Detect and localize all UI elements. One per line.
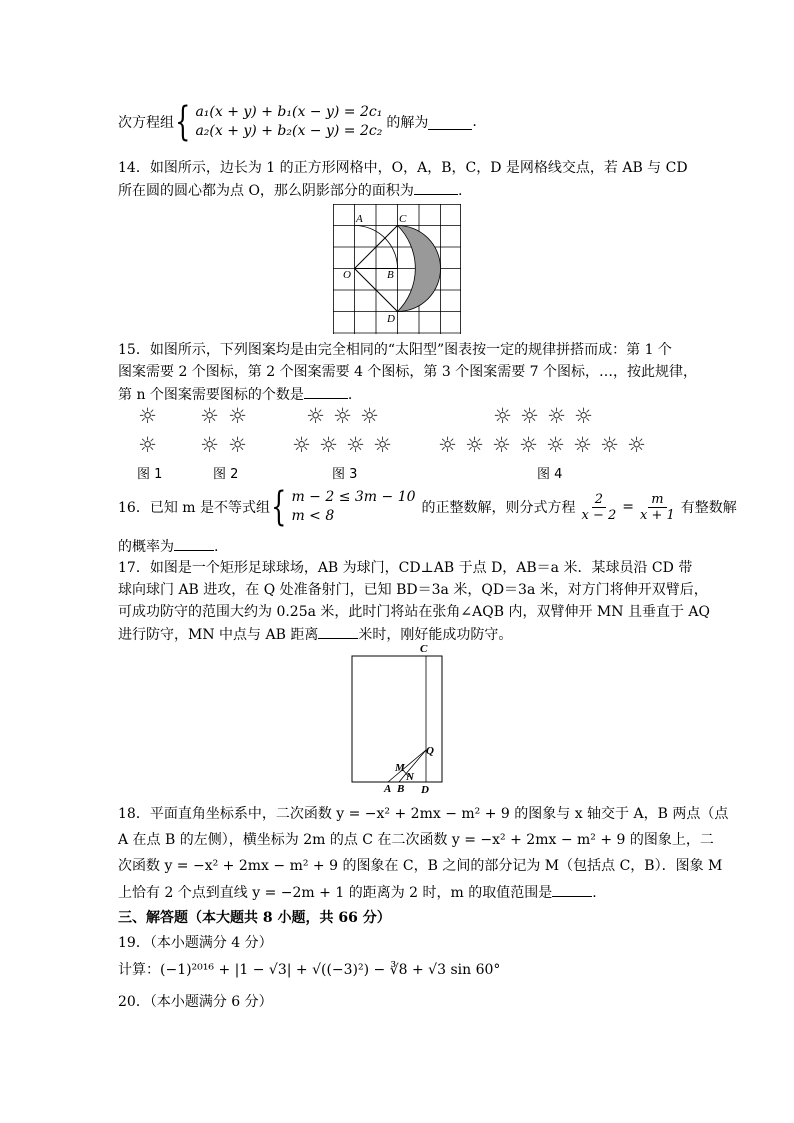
- q19-calc: 计算：(−1)²⁰¹⁶ + |1 − √3| + √((−3)²) − ∛8 + √3 sin 60°: [118, 962, 501, 978]
- q13-end: .: [472, 114, 477, 130]
- sun-icon: ☼: [574, 404, 593, 428]
- brace-icon: {: [175, 99, 191, 145]
- q16-answer-blank: [174, 536, 214, 551]
- q14-line2: [118, 180, 462, 201]
- q15-answer-blank: [304, 384, 348, 399]
- q20-title: 20．（本小题满分 6 分）: [118, 994, 273, 1010]
- sun-icon: ☼: [546, 433, 565, 457]
- q16-frac1: [579, 492, 620, 523]
- q18-line3: 次函数 y = −x² + 2mx − m² + 9 的图象在 C，B 之间的部分记为 M（包括点 C，B）．图象 M: [118, 858, 723, 874]
- label-q: Q: [426, 745, 434, 757]
- sun-icon: ☼: [360, 404, 379, 428]
- sun-icon: ☼: [200, 433, 219, 457]
- sun-icon: ☼: [292, 433, 311, 457]
- frac2-denominator: x + 1: [640, 507, 675, 523]
- q14-line2-text: 所在圆的圆心都为点 O，那么阴影部分的面积为: [118, 183, 414, 199]
- q16-tail: 有整数解: [680, 500, 737, 516]
- label-o: O: [343, 269, 351, 281]
- q18-line4-text: 上恰有 2 个点到直线 y = −2m + 1 的距离为 2 时，m 的取值范围是: [118, 885, 553, 901]
- q16-eq: =: [622, 499, 635, 515]
- fig-label-2: 图 2: [213, 467, 239, 482]
- q17-line1: 17．如图是一个矩形足球球场，AB 为球门，CD⊥AB 于点 D，AB＝a 米．某球员沿 CD 带: [118, 560, 693, 576]
- label-d: D: [387, 313, 395, 325]
- q13-tail: 的解为: [386, 115, 429, 131]
- q13-eq1: a₁(x + y) + b₁(x − y) = 2c₁: [195, 104, 383, 120]
- q18-line4-end: .: [592, 885, 597, 901]
- q15-line3-text: 第 n 个图案需要图标的个数是: [118, 387, 304, 403]
- q17-field-figure: [346, 644, 446, 794]
- label-c: C: [420, 644, 428, 655]
- frac1-denominator: x − 2: [581, 507, 617, 523]
- label-m: M: [395, 762, 405, 774]
- sun-icon: ☼: [228, 404, 247, 428]
- q13-answer-blank: [428, 115, 472, 130]
- label-a: A: [384, 783, 392, 794]
- sun-icon: ☼: [346, 433, 365, 457]
- fig-label-1: 图 1: [137, 467, 163, 482]
- q14-line1: 14．如图所示，边长为 1 的正方形网格中，O，A，B，C，D 是网格线交点，若 AB 与 CD: [118, 160, 688, 176]
- sun-icon: ☼: [319, 433, 338, 457]
- sun-icon: ☼: [373, 433, 392, 457]
- q16-system: [270, 484, 416, 530]
- sun-icon: ☼: [573, 433, 592, 457]
- q13-lead: 次方程组: [118, 115, 174, 131]
- sun-icon: ☼: [600, 433, 619, 457]
- q13-block: [118, 100, 477, 144]
- sun-icon: ☼: [333, 404, 352, 428]
- q16-line2: [118, 536, 218, 557]
- fig-label-4: 图 4: [537, 467, 563, 482]
- label-b: B: [397, 783, 405, 794]
- sun-icon: ☼: [492, 433, 511, 457]
- q14-line2-end: .: [457, 183, 463, 199]
- q16-line2-end: .: [214, 539, 219, 555]
- q16-ineq1: m − 2 ≤ 3m − 10: [291, 489, 416, 505]
- label-b: B: [387, 269, 394, 281]
- sun-icon: ☼: [547, 404, 566, 428]
- q16-block: [118, 486, 737, 528]
- label-a: A: [356, 213, 363, 225]
- q17-line3: 可成功防守的范围大约为 0.25a 米，此时门将站在张角∠AQB 内，双臂伸开 MN 且垂直于 AQ: [118, 604, 710, 620]
- sun-icon: ☼: [493, 404, 512, 428]
- label-d: D: [421, 784, 429, 794]
- q13-eq2: a₂(x + y) + b₂(x − y) = 2c₂: [195, 123, 383, 139]
- q17-line4-end: 米时，刚好能成功防守。: [358, 627, 513, 643]
- q17-line4: [118, 624, 512, 645]
- q17-line2: 球向球门 AB 进攻，在 Q 处准备射门，已知 BD＝3a 米，QD＝3a 米，对方门将伸开双臂后，: [118, 582, 708, 598]
- sun-icon: ☼: [519, 433, 538, 457]
- label-n: N: [406, 771, 414, 783]
- q17-line4-text: 进行防守，MN 中点与 AB 距离: [118, 627, 319, 643]
- q14-answer-blank: [414, 180, 458, 195]
- q14-grid-figure: [333, 204, 461, 334]
- q15-line3-end: .: [347, 387, 353, 403]
- q16-frac2: [637, 492, 678, 523]
- q15-line3: [118, 384, 352, 405]
- sun-icon: ☼: [200, 404, 219, 428]
- q15-line2: 图案需要 2 个图标，第 2 个图案需要 4 个图标，第 3 个图案需要 7 个图标，…，按此规律，: [118, 364, 698, 380]
- sun-icon: ☼: [627, 433, 646, 457]
- frac1-numerator: 2: [592, 492, 606, 508]
- brace-icon: {: [271, 484, 287, 530]
- q17-answer-blank: [318, 624, 358, 639]
- sun-icon: ☼: [228, 433, 247, 457]
- q16-line2-text: 的概率为: [118, 539, 174, 555]
- sun-icon: ☼: [306, 404, 325, 428]
- q13-system: [174, 99, 383, 145]
- sun-icon: ☼: [438, 433, 457, 457]
- sun-icon: ☼: [138, 433, 157, 457]
- q19-title: 19．（本小题满分 4 分）: [118, 935, 273, 951]
- q18-line4: [118, 882, 597, 903]
- label-c: C: [399, 213, 407, 225]
- q16-mid: 的正整数解，则分式方程: [421, 500, 576, 516]
- sun-icon: ☼: [520, 404, 539, 428]
- q16-ineq2: m < 8: [291, 508, 335, 524]
- q18-answer-blank: [552, 882, 592, 897]
- q15-line1: 15．如图所示，下列图案均是由完全相同的“太阳型”图表按一定的规律拼搭而成：第 1 个: [118, 342, 672, 358]
- sun-icon: ☼: [465, 433, 484, 457]
- q18-line1: 18．平面直角坐标系中，二次函数 y = −x² + 2mx − m² + 9 的图象与 x 轴交于 A，B 两点（点: [118, 806, 729, 822]
- sun-icon: ☼: [138, 404, 157, 428]
- section3-heading: 三、解答题（本大题共 8 小题，共 66 分）: [118, 910, 391, 926]
- q18-line2: A 在点 B 的左侧），横坐标为 2m 的点 C 在二次函数 y = −x² + 2mx − m² + 9 的图象上，二: [118, 832, 714, 848]
- q16-lead: 16．已知 m 是不等式组: [118, 500, 270, 516]
- fig-label-3: 图 3: [332, 467, 358, 482]
- frac2-numerator: m: [648, 492, 666, 508]
